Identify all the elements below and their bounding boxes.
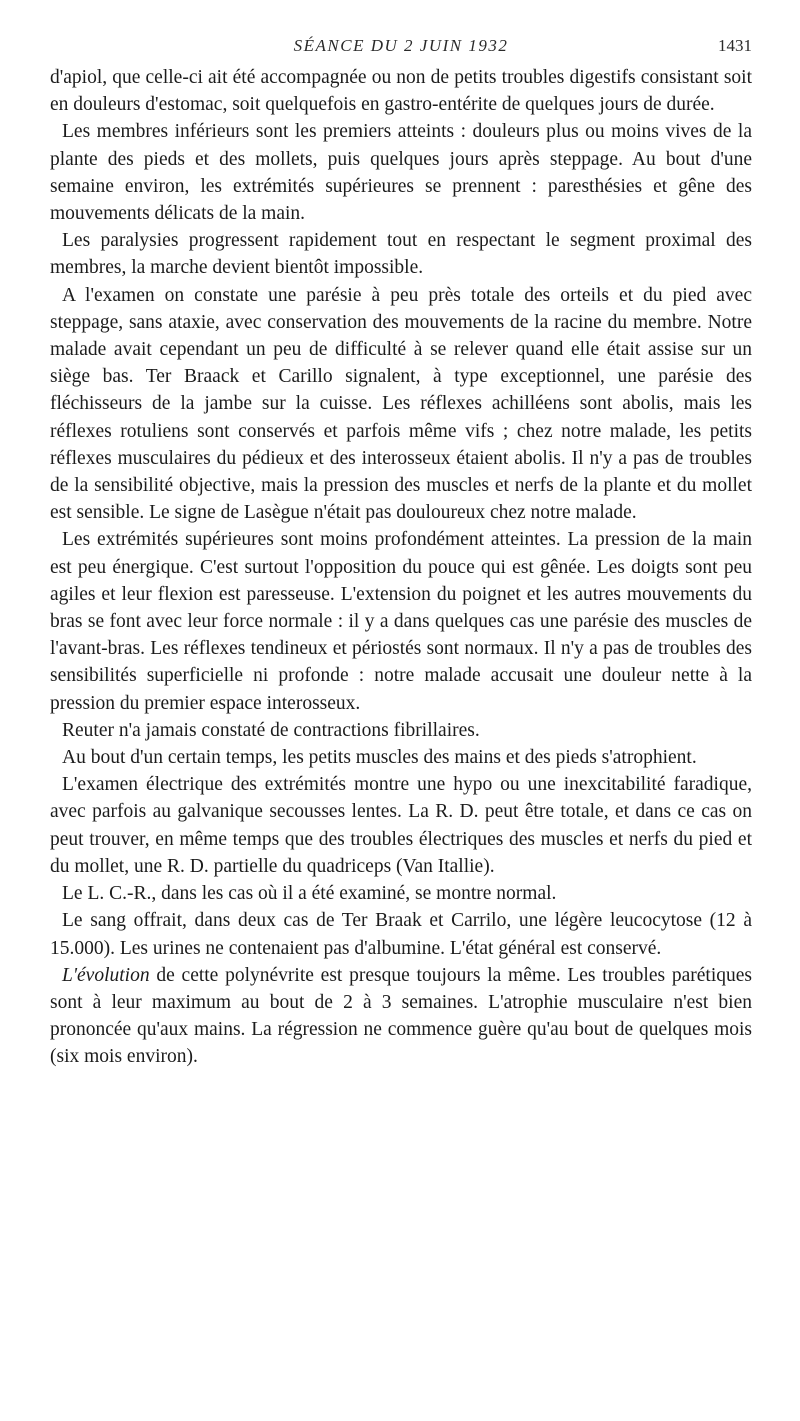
paragraph-1: d'apiol, que celle-ci ait été accompagnée ou non de petits troubles digestifs consistant soit en douleurs d'estomac, soit quelquefois en gastro-entérite de quelques jours de durée. (50, 67, 752, 116)
paragraph-8: L'examen électrique des extrémités montre une hypo ou une inexcitabilité faradique, avec parfois au galvanique secousses lentes. La R. D. peut être totale, et dans ce cas on peut trouver, en même temps que des troubles électriques des muscles et nerfs du pied et du mollet, une R. D. partielle du quadriceps (Van Itallie). (50, 774, 752, 877)
paragraph-6: Reuter n'a jamais constaté de contractions fibrillaires. (62, 719, 480, 741)
paragraph-11 (50, 962, 752, 1071)
paragraph-5: Les extrémités supérieures sont moins profondément atteintes. La pression de la main est peu énergique. C'est surtout l'opposition du pouce qui est gênée. Les doigts sont peu agiles et leur flexion est paresseuse. L'extension du poignet et les autres mouvements du bras se font avec leur force normale : il y a dans quelques cas une parésie des muscles de l'avant-bras. Les réflexes tendineux et périostés sont normaux. Il n'y a pas de troubles des sensibilités superficielle ni profonde : notre malade accusait une douleur nette à la pression du premier espace interosseux. (50, 529, 752, 714)
body-text (50, 64, 752, 1071)
paragraph-9: Le L. C.-R., dans les cas où il a été examiné, se montre normal. (62, 883, 557, 905)
paragraph-3: Les paralysies progressent rapidement tout en respectant le segment proximal des membres, la marche devient bientôt impossible. (50, 230, 752, 279)
paragraph-4: A l'examen on constate une parésie à peu près totale des orteils et du pied avec steppage, sans ataxie, avec conservation des mouvements de la racine du membre. Notre malade avait cependant un peu de difficulté à se relever quand elle était assise sur un siège bas. Ter Braack et Carillo signalent, à type exceptionnel, une parésie des fléchisseurs de la jambe sur la cuisse. Les réflexes achilléens sont abolis, mais les réflexes rotuliens sont conservés et parfois même vifs ; chez notre malade, les petits réflexes musculaires du pédieux et des interosseux étaient abolis. Il n'y a pas de troubles de la sensibilité objective, mais la pression des muscles et nerfs de la plante et du mollet est sensible. Le signe de Lasègue n'était pas douloureux chez notre malade. (50, 284, 752, 524)
page-header (50, 36, 752, 58)
page-number: 1431 (718, 36, 752, 55)
paragraph-10: Le sang offrait, dans deux cas de Ter Braak et Carrilo, une légère leucocytose (12 à 15.000). Les urines ne contenaient pas d'albumine. L'état général est conservé. (50, 910, 752, 959)
running-title: SÉANCE DU 2 JUIN 1932 (293, 36, 509, 55)
evolution-text: de cette polynévrite est presque toujours la même. Les troubles parétiques sont à leur maximum au bout de 2 à 3 semaines. L'atrophie musculaire n'est bien prononcée qu'aux mains. La régression ne commence guère qu'au bout de quelques mois (six mois environ). (50, 964, 752, 1068)
paragraph-2: Les membres inférieurs sont les premiers atteints : douleurs plus ou moins vives de la plante des pieds et des mollets, puis quelques jours après steppage. Au bout d'une semaine environ, les extrémités supérieures se prennent : paresthésies et gêne des mouvements délicats de la main. (50, 121, 752, 225)
evolution-lead: L'évolution (62, 964, 150, 986)
paragraph-7: Au bout d'un certain temps, les petits muscles des mains et des pieds s'atrophient. (62, 747, 697, 769)
